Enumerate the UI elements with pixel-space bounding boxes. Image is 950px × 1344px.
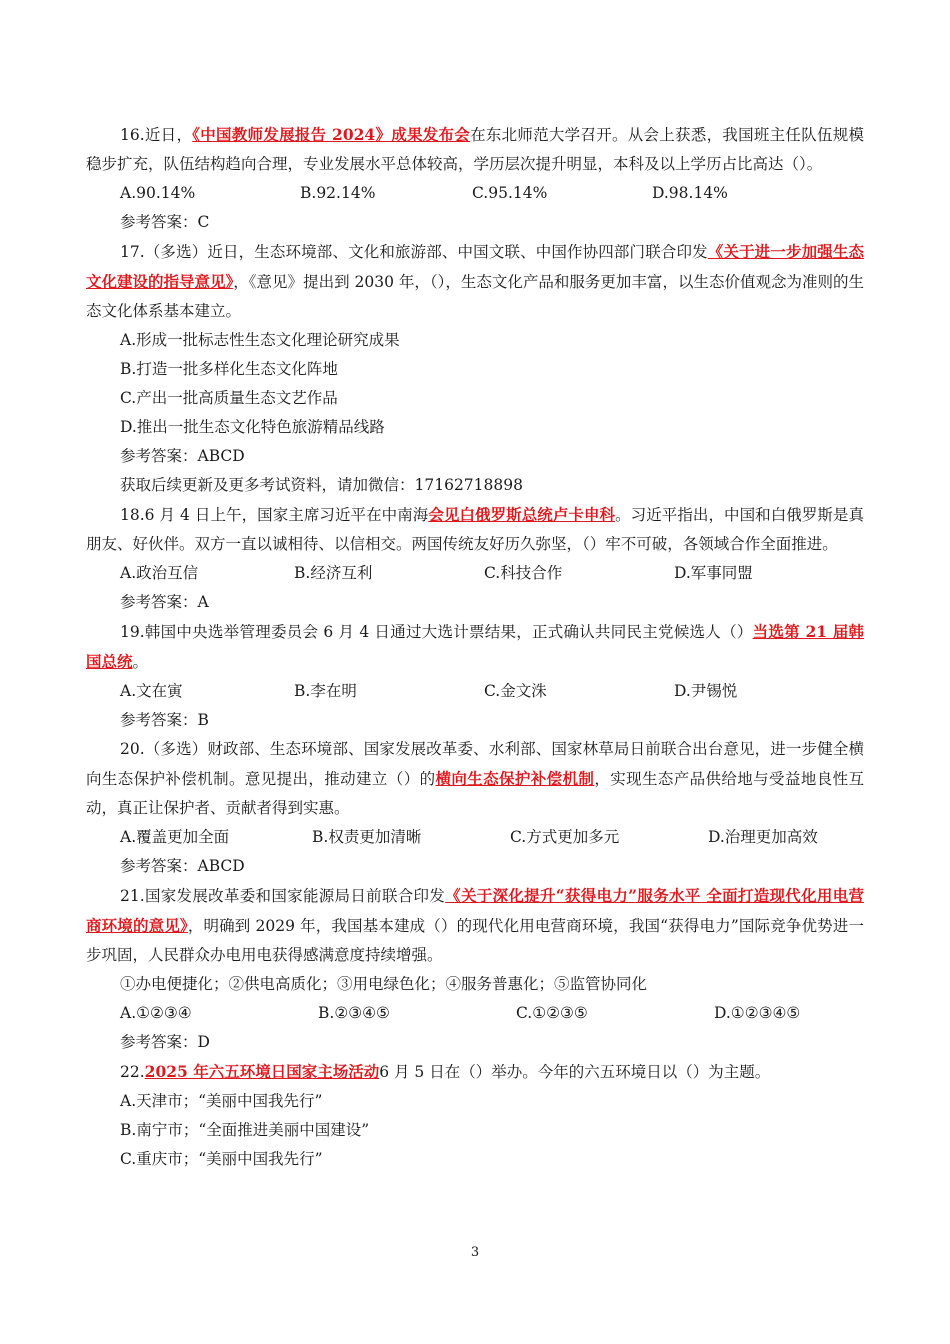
question-20 [86,735,864,823]
page-content [86,120,864,1174]
option-d: D.推出一批生态文化特色旅游精品线路 [120,418,385,436]
question-text: 在东北师范大学召开。从会上获悉，我国班主任队伍规模稳步扩充，队伍结构趋向合理，专业发展水平总体较高，学历层次提升明显，本科及以上学历占比高达（）。 [86,126,864,173]
options-row [86,677,864,706]
question-text: 6 月 5 日在（）举办。今年的六五环境日以（）为主题。 [379,1063,771,1081]
question-text: 18.6 月 4 日上午，国家主席习近平在中南海 [120,506,429,524]
question-22 [86,1057,864,1087]
option-d: D.尹锡悦 [674,682,738,700]
question-text: 20.（多选）财政部、生态环境部、国家发展改革委、水利部、国家林草局日前联合出台意见，进一步健全横向生态保护补偿机制。意见提出，推动建立（）的 [86,740,864,788]
question-text: 17.（多选）近日，生态环境部、文化和旅游部、中国文联、中国作协四部门联合印发 [120,243,708,261]
option-a: A.90.14% [120,184,196,202]
option-c: C.方式更加多元 [510,828,620,846]
option-d: D.98.14% [652,184,728,202]
option-a: A.覆盖更加全面 [120,828,230,846]
option-b: B.经济互利 [294,564,373,582]
question-21 [86,881,864,970]
item-list: ①办电便捷化；②供电高质化；③用电绿色化；④服务普惠化；⑤监管协同化 [120,975,648,993]
highlight-link[interactable]: 《关于深化提升“获得电力”服务水平 全面打造现代化用电营商环境的意见》 [86,886,864,935]
highlight-link[interactable]: 横向生态保护补偿机制 [435,769,595,788]
options-row [86,999,864,1028]
option-c: C.95.14% [472,184,548,202]
highlight-link[interactable]: 当选第 21 届韩国总统 [86,622,864,671]
promo-note: 获取后续更新及更多考试资料，请加微信：17162718898 [120,476,523,494]
option-b: B.李在明 [294,682,357,700]
options-row [86,559,864,588]
options-row [86,179,864,208]
question-text: 21.国家发展改革委和国家能源局日前联合印发 [120,887,446,905]
page-number: 3 [470,1245,480,1260]
answer: 参考答案：A [120,593,209,611]
option-a: A.形成一批标志性生态文化理论研究成果 [120,331,400,349]
option-c: C.金文洙 [484,682,547,700]
option-a: A.政治互信 [120,564,199,582]
answer: 参考答案：ABCD [120,857,245,875]
highlight-link[interactable]: 《中国教师发展报告 2024》成果发布会 [192,125,471,144]
option-b: B.南宁市；“全面推进美丽中国建设” [120,1121,370,1139]
option-c: C.①②③⑤ [516,1004,588,1022]
highlight-link[interactable]: 会见白俄罗斯总统卢卡申科 [428,505,616,524]
question-17 [86,237,864,326]
option-b: B.②③④⑤ [318,1004,390,1022]
question-19 [86,617,864,677]
answer: 参考答案：D [120,1033,210,1051]
question-text: 16.近日， [120,126,193,144]
answer: 参考答案：C [120,213,210,231]
option-a: A.①②③④ [120,1004,192,1022]
options-row [86,823,864,852]
option-c: C.重庆市；“美丽中国我先行” [120,1150,323,1168]
question-text: 。习近平指出，中国和白俄罗斯是真朋友、好伙伴。双方一直以诚相待、以信相交。两国传统友好历久弥坚，（）牢不可破，各领域合作全面推进。 [86,506,864,553]
option-a: A.天津市；“美丽中国我先行” [120,1092,323,1110]
question-text: 19.韩国中央选举管理委员会 6 月 4 日通过大选计票结果，正式确认共同民主党候选人（） [120,623,753,641]
question-text: ，《意见》提出到 2030 年，（），生态文化产品和服务更加丰富，以生态价值观念为准则的生态文化体系基本建立。 [86,273,864,320]
question-16 [86,120,864,179]
option-c: C.产出一批高质量生态文艺作品 [120,389,338,407]
answer: 参考答案：ABCD [120,447,245,465]
highlight-link[interactable]: 《关于进一步加强生态文化建设的指导意见》 [86,242,864,291]
option-a: A.文在寅 [120,682,183,700]
option-d: D.①②③④⑤ [714,1004,801,1022]
question-18 [86,500,864,559]
question-text: 。 [132,653,149,671]
option-c: C.科技合作 [484,564,563,582]
answer: 参考答案：B [120,711,209,729]
option-b: B.权责更加清晰 [312,828,422,846]
question-text: 22. [120,1063,145,1081]
option-b: B.打造一批多样化生态文化阵地 [120,360,338,378]
question-text: ，明确到 2029 年，我国基本建成（）的现代化用电营商环境，我国“获得电力”国际竞争优势进一步巩固，人民群众办电用电获得感满意度持续增强。 [86,917,864,964]
option-d: D.治理更加高效 [708,828,818,846]
option-b: B.92.14% [300,184,376,202]
option-d: D.军事同盟 [674,564,753,582]
question-text: ，实现生态产品供给地与受益地良性互动，真正让保护者、贡献者得到实惠。 [86,770,864,817]
highlight-link[interactable]: 2025 年六五环境日国家主场活动 [144,1062,380,1081]
